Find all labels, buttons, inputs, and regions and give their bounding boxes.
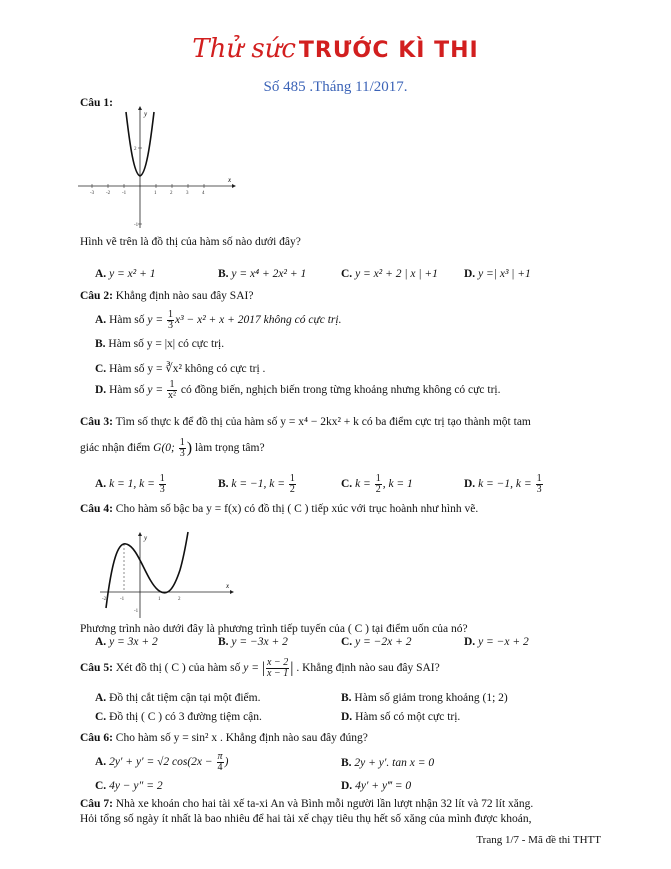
q3-stem-line2: giác nhận điểm G(0; $\frac{1}{3}$ ) làm trọng tâm? bbox=[80, 437, 265, 459]
svg-text:1: 1 bbox=[154, 191, 157, 196]
page-footer: Trang 1/7 - Mã đề thi THTT bbox=[476, 834, 601, 846]
svg-text:1: 1 bbox=[158, 597, 161, 602]
svg-text:-1: -1 bbox=[120, 597, 125, 602]
q6-option-a[interactable]: A. 2y′ + y′ = √2 cos(2x − $\frac{\pi}{4}$ ) bbox=[95, 751, 229, 773]
q4-stem: Câu 4: Cho hàm số bậc ba y = f(x) có đồ thị ( C ) tiếp xúc với trục hoành như hình vẽ. bbox=[80, 503, 479, 515]
page-title bbox=[0, 34, 671, 64]
q3-option-c[interactable]: C. k = $\frac{1}{2}$ , k = 1 bbox=[341, 473, 413, 495]
q1-question: Hình vẽ trên là đồ thị của hàm số nào dưới đây? bbox=[80, 236, 301, 248]
q5-option-a[interactable]: A. Đồ thị cắt tiệm cận tại một điểm. bbox=[95, 692, 261, 704]
q5-option-b[interactable]: B. Hàm số giảm trong khoảng (1; 2) bbox=[341, 692, 508, 704]
svg-text:-3: -3 bbox=[90, 191, 95, 196]
q3-option-a[interactable]: A. k = 1, k = $\frac{1}{3}$ bbox=[95, 473, 165, 495]
svg-text:-2: -2 bbox=[102, 597, 107, 602]
q4-curve bbox=[106, 532, 188, 608]
q4-option-c[interactable]: C. y = −2x + 2 bbox=[341, 636, 412, 648]
svg-text:-1: -1 bbox=[134, 223, 139, 228]
svg-text:4: 4 bbox=[202, 191, 205, 196]
q1-x-label: x bbox=[228, 176, 232, 184]
q7-stem-line1: Câu 7: Nhà xe khoán cho hai tài xế ta-xi An và Bình mỗi người lần lượt nhận 32 lít và 72 lít xăng. bbox=[80, 798, 534, 810]
q3-stem-line1: Câu 3: Tìm số thực k để đồ thị của hàm số y = x⁴ − 2kx² + k có ba điểm cực trị tạo thành một tam bbox=[80, 416, 531, 428]
q2-stem: Câu 2: Khẳng định nào sau đây SAI? bbox=[80, 290, 254, 302]
q4-option-a[interactable]: A. y = 3x + 2 bbox=[95, 636, 158, 648]
title-script: Thử sức bbox=[192, 34, 296, 64]
q5-option-c[interactable]: C. Đồ thị ( C ) có 3 đường tiệm cận. bbox=[95, 711, 262, 723]
q4-option-b[interactable]: B. y = −3x + 2 bbox=[218, 636, 288, 648]
q1-option-d[interactable]: D. y =| x³ | +1 bbox=[464, 268, 531, 280]
q3-option-b[interactable]: B. k = −1, k = $\frac{1}{2}$ bbox=[218, 473, 295, 495]
q4-question2: Phương trình nào dưới đây là phương trình tiếp tuyến của ( C ) tại điểm uốn của nó? bbox=[80, 623, 468, 635]
q7-stem-line2: Hỏi tổng số ngày ít nhất là bao nhiêu để hai tài xế chạy tiêu thụ hết số xăng của mình được khoán, bbox=[80, 813, 532, 825]
q1-option-c[interactable]: C. y = x² + 2 | x | +1 bbox=[341, 268, 438, 280]
svg-text:-2: -2 bbox=[106, 191, 111, 196]
q6-option-b[interactable]: B. 2y + y′. tan x = 0 bbox=[341, 757, 435, 769]
q4-y-label: y bbox=[144, 534, 148, 542]
q4-graph bbox=[98, 530, 238, 620]
q2-option-d[interactable]: D. Hàm số y = $\frac{1}{\text{x²}}$ có đồng biến, nghịch biến trong từng khoảng nhưng không có cực trị. bbox=[95, 379, 501, 401]
q2-option-b[interactable]: B. Hàm số y = |x| có cực trị. bbox=[95, 338, 225, 350]
q5-stem: Câu 5: Xét đồ thị ( C ) của hàm số y = | $\frac{x - 2}{x - 1}$ | . Khẳng định nào sau đây SAI? bbox=[80, 657, 440, 679]
q2-option-c[interactable]: C. Hàm số y = ∛x² không có cực trị . bbox=[95, 363, 266, 375]
svg-text:2: 2 bbox=[170, 191, 173, 196]
svg-text:-1: -1 bbox=[122, 191, 127, 196]
q1-graph bbox=[78, 106, 238, 230]
q6-option-c[interactable]: C. 4y − y″ = 2 bbox=[95, 780, 163, 792]
q1-y-label: y bbox=[144, 110, 148, 118]
title-bold: TRƯỚC KÌ THI bbox=[298, 38, 479, 63]
q1-label: Câu 1: bbox=[80, 97, 113, 109]
q1-option-a[interactable]: A. y = x² + 1 bbox=[95, 268, 156, 280]
page-subtitle: Số 485 .Tháng 11/2017. bbox=[263, 79, 408, 95]
q4-option-d[interactable]: D. y = −x + 2 bbox=[464, 636, 529, 648]
q4-x-label: x bbox=[226, 582, 230, 590]
q1-y-arrow bbox=[138, 106, 142, 110]
q3-option-d[interactable]: D. k = −1, k = $\frac{1}{3}$ bbox=[464, 473, 542, 495]
q5-option-d[interactable]: D. Hàm số có một cực trị. bbox=[341, 711, 461, 723]
svg-text:2: 2 bbox=[134, 147, 137, 152]
q2-option-a[interactable]: A. Hàm số y = $\frac{1}{3}$ x³ − x² + x + 2017 không có cực trị. bbox=[95, 309, 342, 331]
q1-option-b[interactable]: B. y = x⁴ + 2x² + 1 bbox=[218, 268, 307, 280]
q6-stem: Câu 6: Cho hàm số y = sin² x . Khẳng định nào sau đây đúng? bbox=[80, 732, 368, 744]
q1-x-arrow bbox=[232, 184, 236, 188]
svg-text:3: 3 bbox=[186, 191, 189, 196]
q6-option-d[interactable]: D. 4y′ + y‴ = 0 bbox=[341, 780, 412, 792]
svg-text:2: 2 bbox=[178, 597, 181, 602]
svg-text:-1: -1 bbox=[134, 609, 139, 614]
